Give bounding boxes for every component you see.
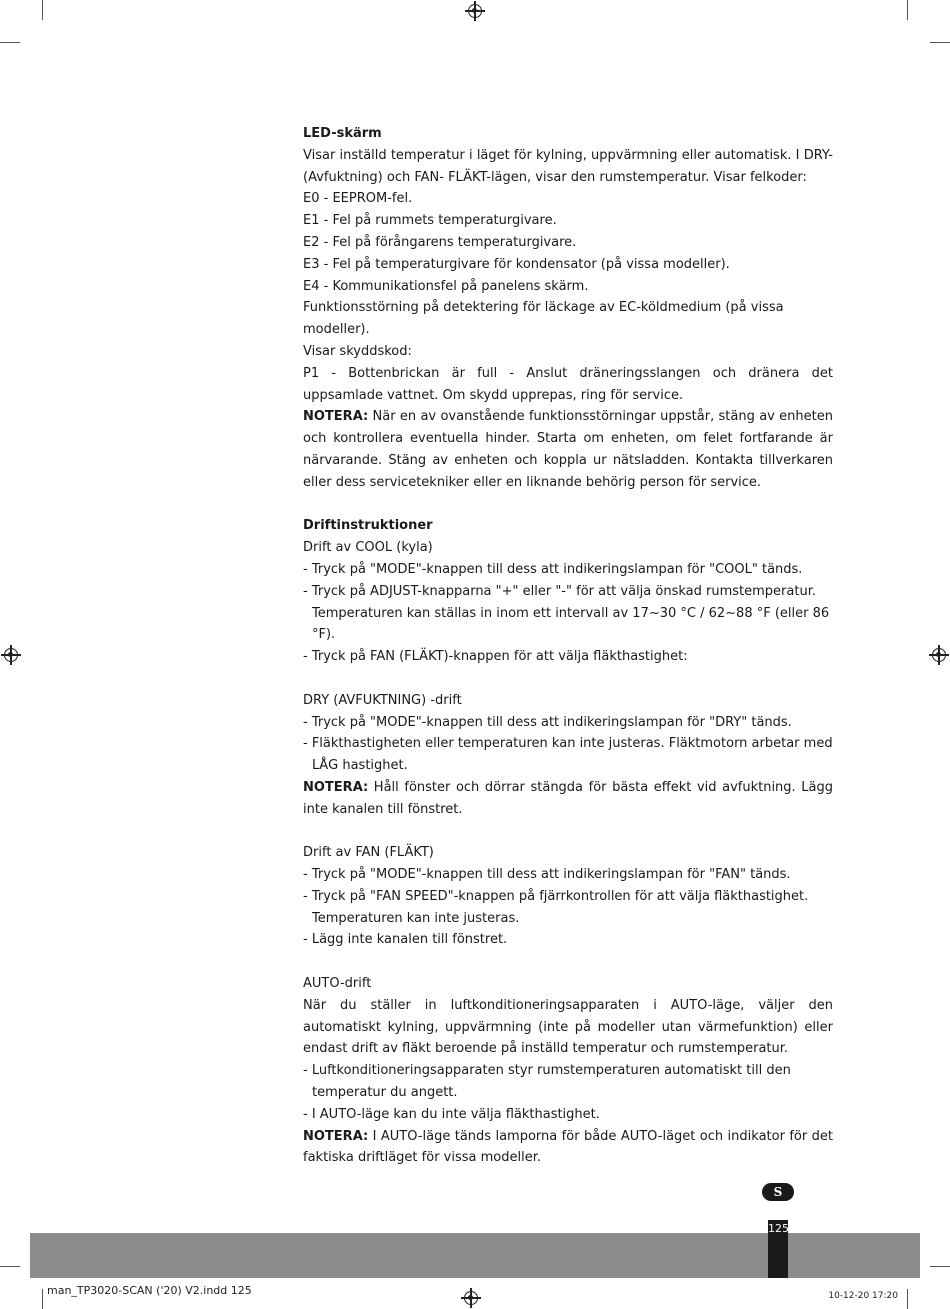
crop-mark-bottom-right: [907, 1289, 908, 1309]
protection-code-p1: P1 - Bottenbrickan är full - Anslut dräneringsslangen och dränera det uppsamlade vattnet. Om skydd upprepas, ring för service.: [303, 365, 833, 403]
error-code-e0: E0 - EEPROM-fel.: [303, 191, 413, 207]
registration-mark-top-icon: [468, 4, 482, 18]
registration-mark-right-icon: [932, 648, 946, 662]
auto-title: AUTO-drift: [303, 976, 372, 992]
cool-step-3: - Tryck på FAN (FLÄKT)-knappen för att välja fläkthastighet:: [303, 649, 688, 665]
fan-title: Drift av FAN (FLÄKT): [303, 845, 434, 861]
dry-title: DRY (AVFUKTNING) -drift: [303, 692, 462, 708]
crop-mark-top-right: [907, 0, 908, 20]
auto-step-1-cont: temperatur du angett.: [312, 1085, 458, 1101]
led-note-text: När en av ovanstående funktionsstörningar uppstår, stäng av enheten och kontrollera eventuella hinder. Starta om enheten, om felet fortfarande är närvarande. Stäng av enheten och koppla ur nätsladden. Kontakta tillverkaren eller dess servicetekniker eller en liknande behörig person för service.: [303, 409, 833, 490]
auto-intro: När du ställer in luftkonditioneringsapparaten i AUTO-läge, väljer den automatiskt kylning, uppvärmning (inte på modeller utan värmefunktion) eller endast drift av fläkt beroende på inställd temperatur och rumstemperatur.: [303, 997, 833, 1057]
led-intro: Visar inställd temperatur i läget för kylning, uppvärmning eller automatisk. I DRY-(Avfuktning) och FAN- FLÄKT-lägen, visar den rumstemperatur. Visar felkoder:: [303, 147, 833, 185]
dry-step-2-cont: LÅG hastighet.: [312, 758, 408, 774]
language-badge: S: [762, 1183, 794, 1201]
cool-title: Drift av COOL (kyla): [303, 540, 433, 556]
crop-mark-top-right-h: [930, 42, 950, 43]
auto-note: [303, 1126, 833, 1170]
fan-step-1: - Tryck på "MODE"-knappen till dess att indikeringslampan för "FAN" tänds.: [303, 867, 791, 883]
dry-note-text: Håll fönster och dörrar stängda för bästa effekt vid avfuktning. Lägg inte kanalen till fönstret.: [303, 779, 833, 817]
auto-note-label: NOTERA:: [303, 1128, 369, 1144]
file-date: 10-12-20 17:20: [828, 1291, 898, 1301]
dry-step-2: - Fläkthastigheten eller temperaturen kan inte justeras. Fläktmotorn arbetar med: [303, 736, 833, 752]
crop-mark-bottom-right-h: [930, 1266, 950, 1267]
error-leak: Funktionsstörning på detektering för läckage av EC-köldmedium (på vissa modeller).: [303, 300, 784, 338]
crop-mark-top-left: [42, 0, 43, 20]
led-note: [303, 406, 833, 493]
fan-step-2-cont: Temperaturen kan inte justeras.: [312, 910, 520, 926]
dry-note-label: NOTERA:: [303, 779, 369, 795]
cool-step-1: - Tryck på "MODE"-knappen till dess att indikeringslampan för "COOL" tänds.: [303, 561, 803, 577]
cool-step-2: - Tryck på ADJUST-knapparna "+" eller "-" för att välja önskad rumstemperatur.: [303, 583, 816, 599]
drift-heading: Driftinstruktioner: [303, 518, 433, 534]
crop-mark-bottom-left-h: [0, 1266, 20, 1267]
error-code-e2: E2 - Fel på förångarens temperaturgivare.: [303, 234, 577, 250]
dry-step-1: - Tryck på "MODE"-knappen till dess att indikeringslampan för "DRY" tänds.: [303, 714, 792, 730]
dry-note: [303, 777, 833, 821]
fan-step-2: - Tryck på "FAN SPEED"-knappen på fjärrkontrollen för att välja fläkthastighet.: [303, 888, 809, 904]
crop-mark-bottom-left: [42, 1289, 43, 1309]
protection-code-label: Visar skyddskod:: [303, 343, 412, 359]
led-heading: LED-skärm: [303, 126, 382, 141]
error-code-e3: E3 - Fel på temperaturgivare för kondensator (på vissa modeller).: [303, 256, 730, 272]
auto-note-text: I AUTO-läge tänds lamporna för både AUTO-läget och indikator för det faktiska driftläget för vissa modeller.: [303, 1128, 833, 1166]
crop-mark-top-left-h: [0, 42, 20, 43]
cool-step-2-cont: Temperaturen kan ställas in inom ett intervall av 17~30 °C / 62~88 °F (eller 86 °F).: [312, 605, 830, 643]
fan-step-3: - Lägg inte kanalen till fönstret.: [303, 932, 508, 948]
error-code-e4: E4 - Kommunikationsfel på panelens skärm.: [303, 278, 589, 294]
auto-step-2: - I AUTO-läge kan du inte välja fläkthastighet.: [303, 1106, 600, 1122]
file-slug: man_TP3020-SCAN ('20) V2.indd 125: [47, 1284, 252, 1297]
registration-mark-bottom-icon: [464, 1291, 478, 1305]
registration-mark-left-icon: [4, 648, 18, 662]
auto-step-1: - Luftkonditioneringsapparaten styr rumstemperaturen automatiskt till den: [303, 1063, 791, 1079]
error-code-e1: E1 - Fel på rummets temperaturgivare.: [303, 213, 557, 229]
page-number: 125: [768, 1220, 788, 1278]
led-note-label: NOTERA:: [303, 409, 369, 425]
document-body: [303, 123, 833, 1169]
